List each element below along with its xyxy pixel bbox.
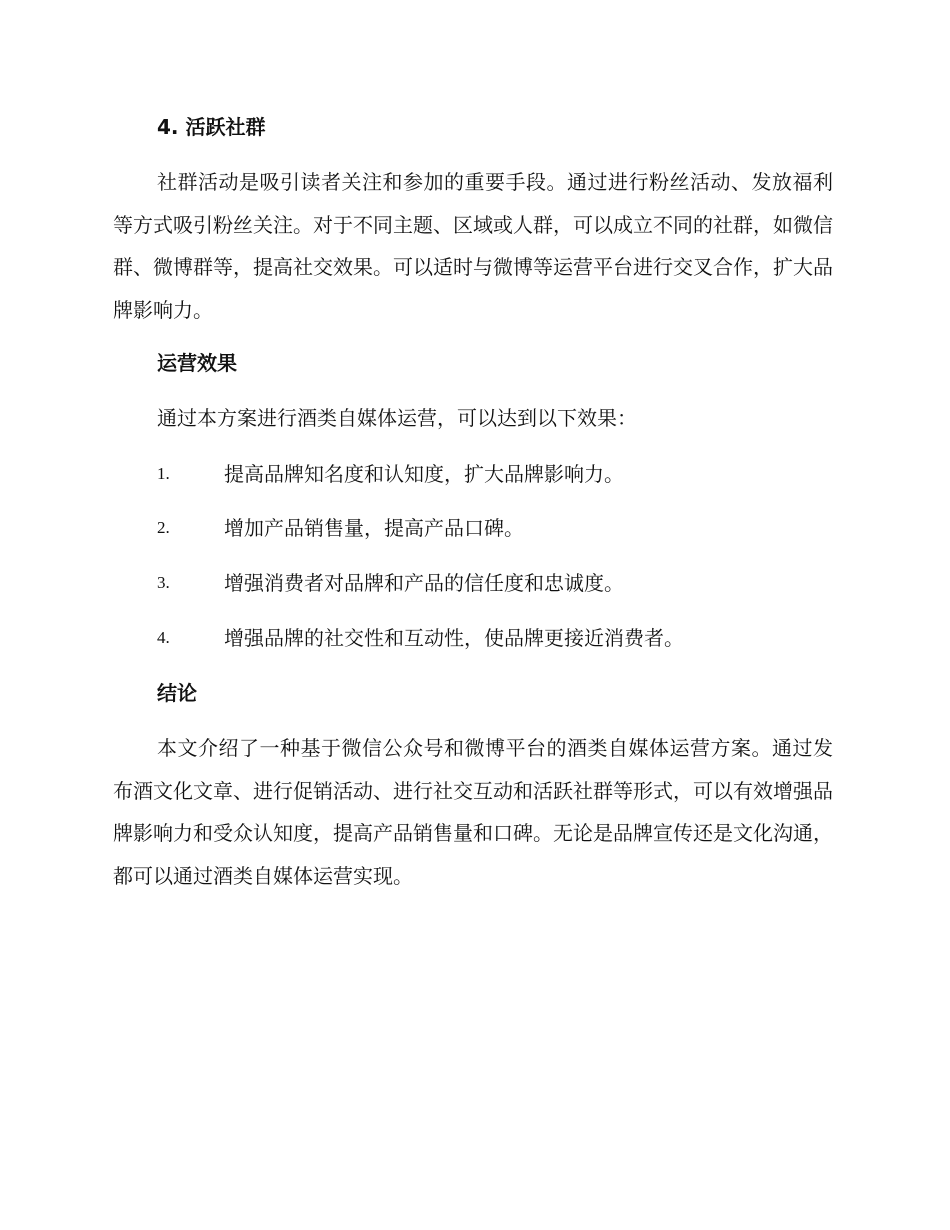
list-item: [157, 461, 837, 487]
list-item-number: 3.: [157, 573, 170, 592]
list-item: [157, 515, 837, 541]
list-item-text: 增强品牌的社交性和互动性，使品牌更接近消费者。: [224, 626, 684, 650]
section-heading-community: 4. 活跃社群: [157, 115, 266, 139]
conclusion-paragraph: 本文介绍了一种基于微信公众号和微博平台的酒类自媒体运营方案。通过发布酒文化文章、进行促销活动、进行社交互动和活跃社群等形式，可以有效增强品牌影响力和受众认知度，提高产品销售量和口碑。无论是品牌宣传还是文化沟通，都可以通过酒类自媒体运营实现。: [113, 736, 833, 888]
list-item: [157, 570, 837, 596]
section-heading-conclusion: 结论: [157, 681, 197, 705]
list-item-text: 增加产品销售量，提高产品口碑。: [224, 516, 524, 540]
section-heading-effect: 运营效果: [157, 351, 237, 375]
list-item-text: 增强消费者对品牌和产品的信任度和忠诚度。: [224, 571, 624, 595]
list-item-number: 1.: [157, 464, 170, 483]
list-item-text: 提高品牌知名度和认知度，扩大品牌影响力。: [224, 462, 624, 486]
list-item: [157, 625, 837, 651]
effect-intro: 通过本方案进行酒类自媒体运营，可以达到以下效果：: [157, 406, 637, 430]
list-item-number: 4.: [157, 628, 170, 647]
community-paragraph: 社群活动是吸引读者关注和参加的重要手段。通过进行粉丝活动、发放福利等方式吸引粉丝关注。对于不同主题、区域或人群，可以成立不同的社群，如微信群、微博群等，提高社交效果。可以适时与微博等运营平台进行交叉合作，扩大品牌影响力。: [113, 170, 833, 322]
list-item-number: 2.: [157, 518, 170, 537]
